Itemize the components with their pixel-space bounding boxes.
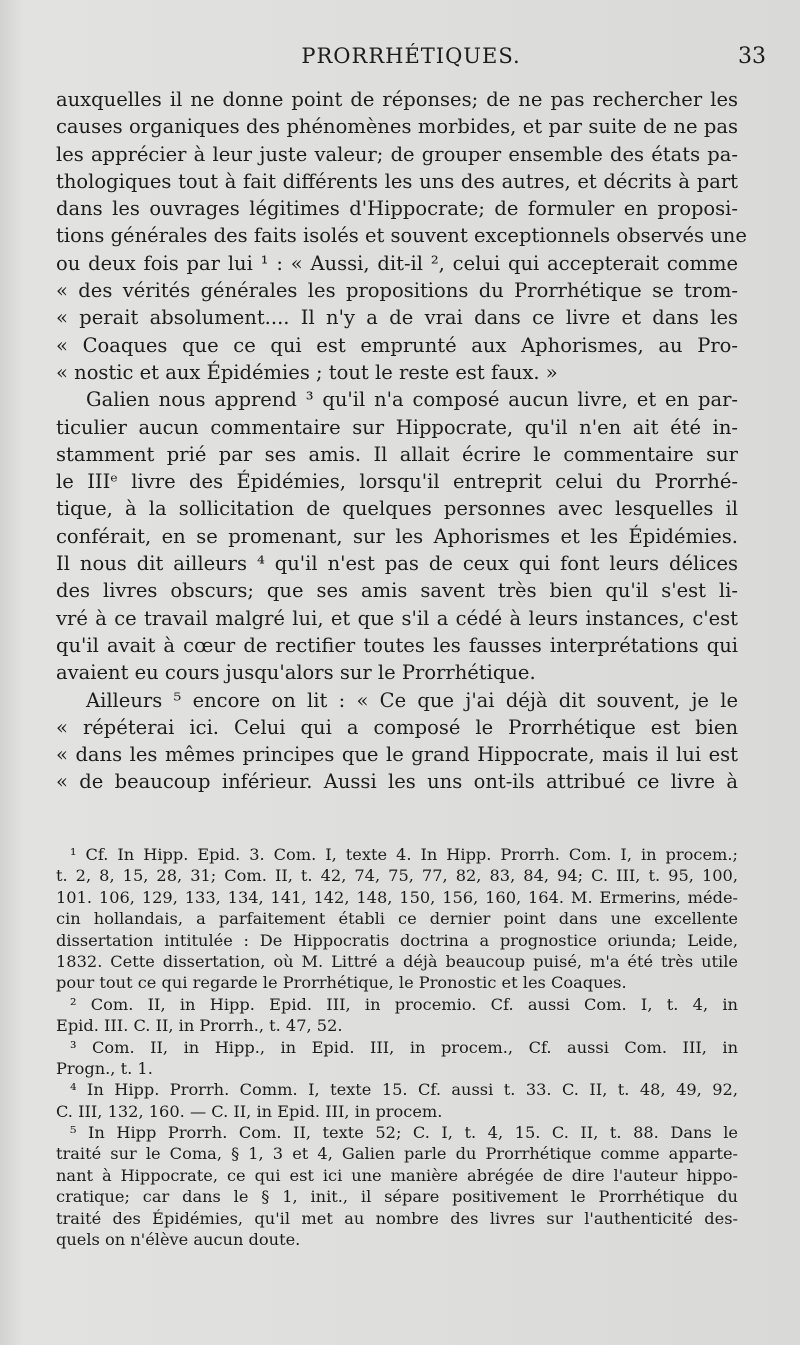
footnote-line: cin hollandais, a parfaitement établi ce dernier point dans une excellente [56,909,738,929]
footnote-line: C. III, 132, 160. — C. II, in Epid. III, in procem. [56,1101,443,1121]
body-line: des livres obscurs; que ses amis savent très bien qu'il s'est li- [56,579,738,603]
footnote-line: ³ Com. II, in Hipp., in Epid. III, in procem., Cf. aussi Com. III, in [70,1037,738,1057]
footnotes [56,844,738,1250]
body-line: dans les ouvrages légitimes d'Hippocrate; de formuler en proposi- [56,197,738,221]
footnote-line: dissertation intitulée : De Hippocratis doctrina a prognostice oriunda; Leide, [56,930,738,950]
footnote-line: Progn., t. 1. [56,1058,153,1078]
body-line: Il nous dit ailleurs ⁴ qu'il n'est pas de ceux qui font leurs délices [56,552,738,576]
body-line: « dans les mêmes principes que le grand Hippocrate, mais il lui est [56,743,738,767]
footnote-line: traité des Épidémies, qu'il met au nombre des livres sur l'authenticité des- [56,1208,738,1228]
body-line: qu'il avait à cœur de rectifier toutes les fausses interprétations qui [56,633,738,657]
body-line: vré à ce travail malgré lui, et que s'il a cédé à leurs instances, c'est [56,606,738,630]
body-line: avaient eu cours jusqu'alors sur le Prorrhétique. [56,661,536,685]
footnote-line: ¹ Cf. In Hipp. Epid. 3. Com. I, texte 4. In Hipp. Prorrh. Com. I, in procem.; [70,845,738,864]
footnote-line: pour tout ce qui regarde le Prorrhétique, le Pronostic et les Coaques. [56,973,627,993]
page-number: 33 [738,44,766,69]
body-line: Ailleurs ⁵ encore on lit : « Ce que j'ai déjà dit souvent, je le [86,688,738,712]
body-line: le IIIᵉ livre des Épidémies, lorsqu'il entreprit celui du Prorrhé- [56,470,738,494]
footnote-line: nant à Hippocrate, ce qui est ici une manière abrégée de dire l'auteur hippo- [56,1165,738,1185]
main-text [56,86,747,796]
footnote-line: t. 2, 8, 15, 28, 31; Com. II, t. 42, 74, 75, 77, 82, 83, 84, 94; C. III, t. 95, 100, [56,866,738,886]
body-line: ou deux fois par lui ¹ : « Aussi, dit-il ², celui qui accepterait comme [56,251,738,275]
page-header [56,44,766,74]
body-line: « des vérités générales les propositions du Prorrhétique se trom- [56,279,738,303]
footnote-line: quels on n'élève aucun doute. [56,1230,301,1250]
body-line: « perait absolument.... Il n'y a de vrai dans ce livre et dans les [56,306,738,330]
body-line: thologiques tout à fait différents les uns des autres, et décrits à part [56,169,738,193]
footnote-line: ⁵ In Hipp Prorrh. Com. II, texte 52; C. I, t. 4, 15. C. II, t. 88. Dans le [70,1123,738,1143]
body-line: conférait, en se promenant, sur les Aphorismes et les Épidémies. [56,524,738,548]
body-line: Galien nous apprend ³ qu'il n'a composé aucun livre, et en par- [86,388,738,412]
body-line: stamment prié par ses amis. Il allait écrire le commentaire sur [56,442,738,466]
body-line: « de beaucoup inférieur. Aussi les uns ont-ils attribué ce livre à [56,770,738,794]
body-line: « Coaques que ce qui est emprunté aux Aphorismes, au Pro- [56,333,738,357]
running-title: PRORRHÉTIQUES. [301,44,521,68]
body-line: les apprécier à leur juste valeur; de grouper ensemble des états pa- [56,142,738,166]
footnote-line: Epid. III. C. II, in Prorrh., t. 47, 52. [56,1016,343,1036]
body-line: ticulier aucun commentaire sur Hippocrate, qu'il n'en ait été in- [56,415,738,439]
body-line: causes organiques des phénomènes morbides, et par suite de ne pas [56,115,738,139]
footnote-line: 1832. Cette dissertation, où M. Littré a déjà beaucoup puisé, m'a été très utile [56,951,738,971]
footnote-line: cratique; car dans le § 1, init., il sépare positivement le Prorrhétique du [56,1187,738,1207]
footnote-line: traité sur le Coma, § 1, 3 et 4, Galien parle du Prorrhétique comme apparte- [56,1144,738,1164]
body-line: tique, à la sollicitation de quelques personnes avec lesquelles il [56,497,738,521]
body-line: « répéterai ici. Celui qui a composé le Prorrhétique est bien [56,715,738,739]
footnote-line: 101. 106, 129, 133, 134, 141, 142, 148, 150, 156, 160, 164. M. Ermerins, méde- [56,887,738,907]
body-line: tions générales des faits isolés et souvent exceptionnels observés une [56,224,747,248]
body-line: auxquelles il ne donne point de réponses; de ne pas rechercher les [56,88,738,111]
footnote-line: ⁴ In Hipp. Prorrh. Comm. I, texte 15. Cf. aussi t. 33. C. II, t. 48, 49, 92, [70,1080,738,1100]
footnote-line: ² Com. II, in Hipp. Epid. III, in procemio. Cf. aussi Com. I, t. 4, in [70,994,738,1014]
body-line: « nostic et aux Épidémies ; tout le reste est faux. » [56,360,558,384]
